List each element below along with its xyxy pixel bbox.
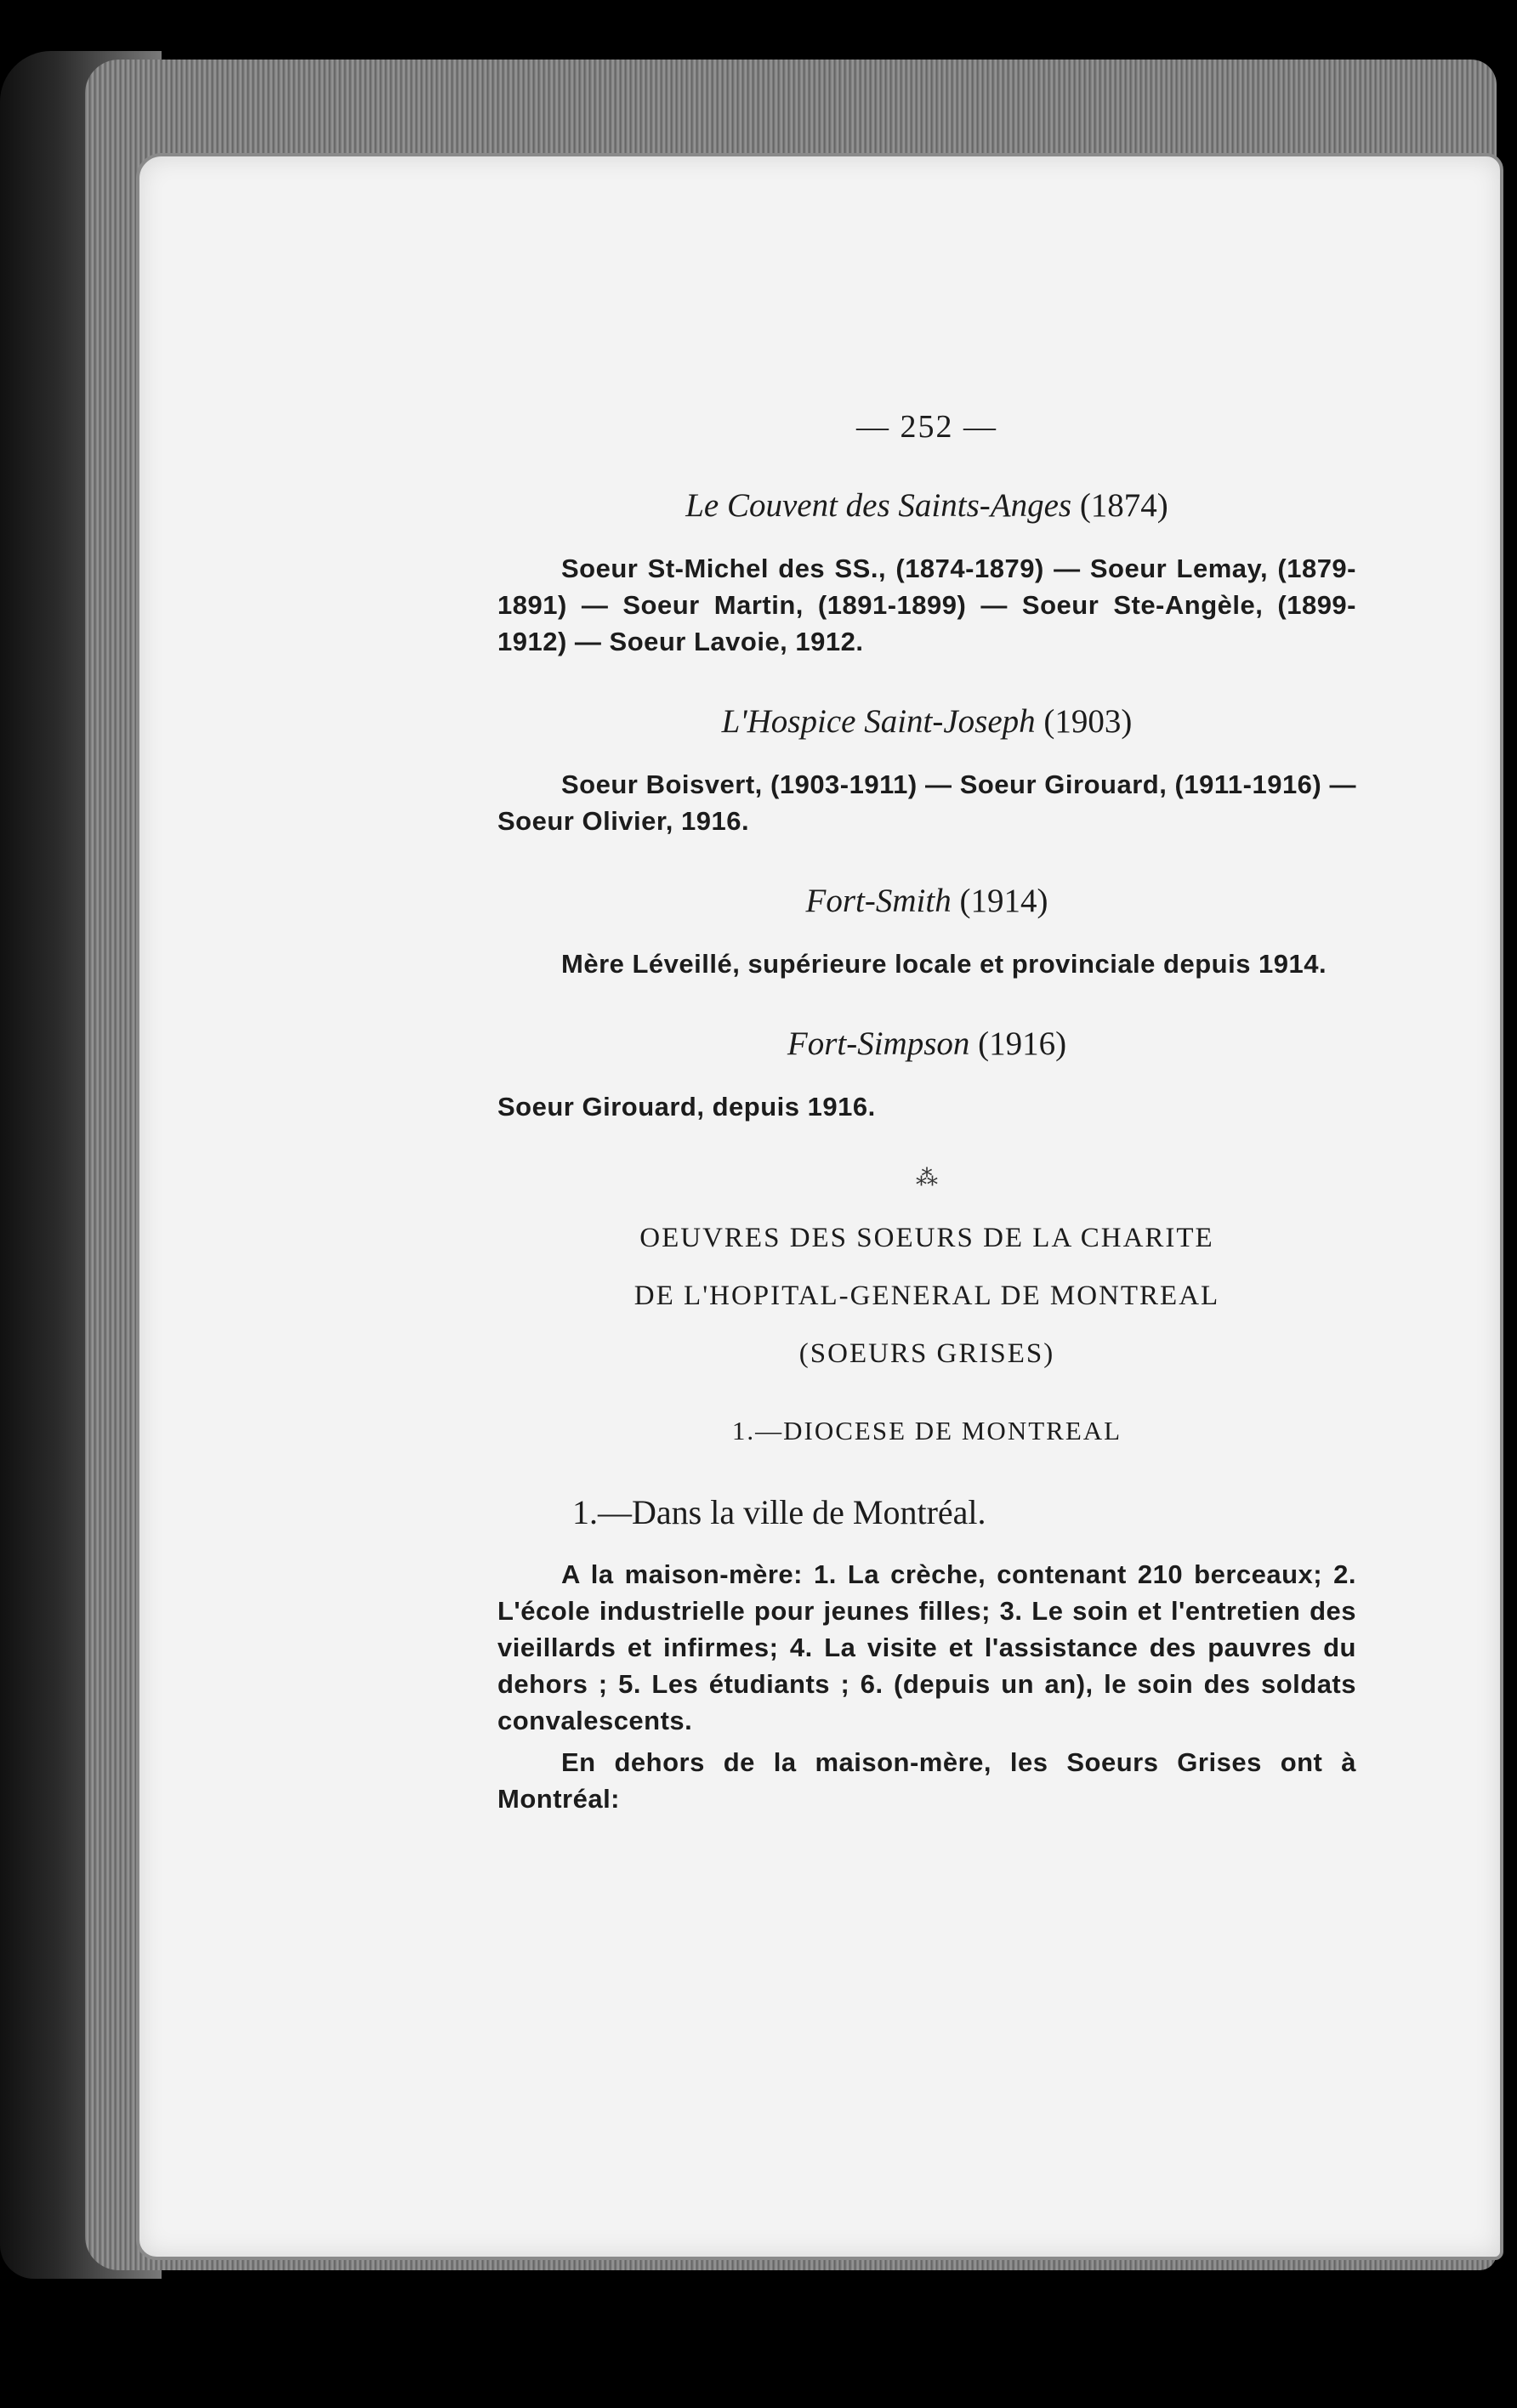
page-number: — 252 — — [856, 409, 997, 445]
page-content — [497, 408, 1356, 1817]
asterism: ⁂ — [916, 1166, 938, 1190]
section-year: (1903) — [1043, 703, 1133, 740]
section-year: (1916) — [978, 1025, 1067, 1062]
section-text-fort-smith: Mère Léveillé, supérieure locale et provinciale depuis 1914. — [561, 949, 1327, 979]
section-title: Le Couvent des Saints-Anges — [685, 487, 1072, 524]
section-text-hospice: Soeur Boisvert, (1903-1911) — Soeur Girouard, (1911-1916) — Soeur Olivier, 1916. — [497, 770, 1356, 836]
oeuvres-title-line: DE L'HOPITAL-GENERAL DE MONTREAL — [634, 1281, 1220, 1311]
section-heading-fort-smith — [497, 882, 1356, 920]
section-title: Fort-Simpson — [787, 1025, 970, 1062]
section-title: L'Hospice Saint-Joseph — [721, 703, 1036, 740]
paragraph: En dehors de la maison-mère, les Soeurs Grises ont à Montréal: — [497, 1747, 1356, 1814]
city-heading: 1.—Dans la ville de Montréal. — [572, 1493, 986, 1531]
section-heading-hospice — [497, 702, 1356, 741]
oeuvres-title-line: (SOEURS GRISES) — [798, 1338, 1055, 1369]
section-title: Fort-Smith — [805, 883, 952, 919]
section-year: (1914) — [959, 883, 1048, 919]
diocese-heading: 1.—DIOCESE DE MONTREAL — [731, 1416, 1122, 1445]
section-heading-fort-simpson — [497, 1025, 1356, 1063]
paragraph: A la maison-mère: 1. La crèche, contenant 210 berceaux; 2. L'école industrielle pour jeunes filles; 3. Le soin et l'entretien des vieillards et infirmes; 4. La visite et l'assistance des pauvres du dehors ; 5. Les étudiants ; 6. (depuis un an), le soin des soldats convalescents. — [497, 1559, 1356, 1735]
section-year: (1874) — [1079, 487, 1168, 524]
oeuvres-title-line: OEUVRES DES SOEURS DE LA CHARITE — [639, 1223, 1214, 1253]
section-heading-saints-anges — [497, 486, 1356, 525]
section-text-fort-simpson: Soeur Girouard, depuis 1916. — [497, 1092, 876, 1122]
section-text-saints-anges: Soeur St-Michel des SS., (1874-1879) — Soeur Lemay, (1879-1891) — Soeur Martin, (1891-1899) — Soeur Ste-Angèle, (1899-1912) — Soeur Lavoie, 1912. — [497, 554, 1356, 656]
